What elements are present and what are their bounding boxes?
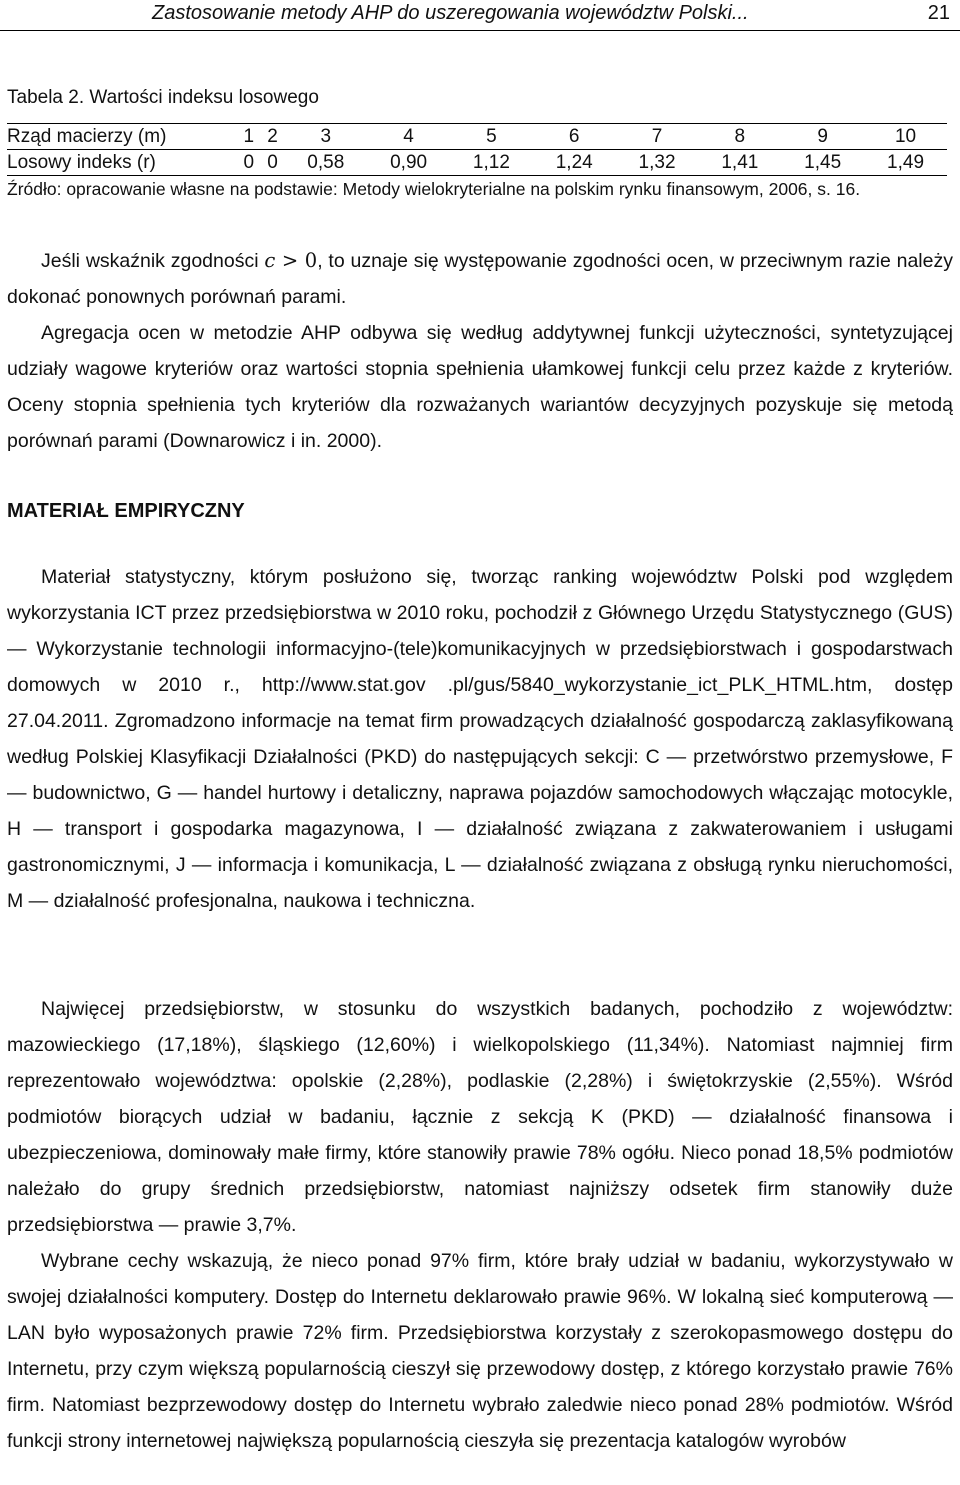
consistency-operator: > bbox=[275, 249, 305, 272]
material-text-2: Najwięcej przedsiębiorstw, w stosunku do wszystkich badanych, pochodziło z województw: mazowieckiego (17,18%), śląskiego (12,60%) i wielkopolskiego (11,34%). Natomiast najmniej firm reprezentowało województwa: opolskie (2,28%), podlaskie (2,28%) i świętokrzyskie (2,55%). Wśród podmiotów biorących udział w badaniu, łącznie z sekcją K (PKD) — działalność finansowa i ubezpieczeniowa, dominowały małe firmy, które stanowiły prawie 78% ogółu. Nieco ponad 18,5% podmiotów należało do grupy średnich przedsiębiorstw, natomiast najniższy odsetek firm stanowiły duże przedsiębiorstwa — prawie 3,7%. bbox=[7, 998, 953, 1236]
consistency-text-after: , to uznaje się występowanie zgodności ocen, w przeciwnym razie należy dokonać ponownych porównań parami. bbox=[7, 250, 953, 308]
table-cell: 9 bbox=[817, 126, 828, 147]
material-text-1: Materiał statystyczny, którym posłużono się, tworząc ranking województw Polski pod względem wykorzystania ICT przez przedsiębiorstwa w 2010 roku, pochodził z Głównego Urzędu Statystycznego (GUS) — Wykorzystanie technologii informacyjno-(tele)komunikacyjnych w przedsiębiorstwach i gospodarstwach domowych w 2010 r., http://www.stat.gov .pl/gus/5840_wykorzystanie_ict_PLK_HTML.htm, dostęp 27.04.2011. Zgromadzono informacje na temat firm prowadzących działalność gospodarczą zaklasyfikowaną według Polskiej Klasyfikacji Działalności (PKD) do następujących sekcji: C — przetwórstwo przemysłowe, F — budownictwo, G — handel hurtowy i detaliczny, naprawa pojazdów samochodowych włączając motocykle, H — transport i gospodarka magazynowa, I — działalność związana z zakwaterowaniem i usługami gastronomicznymi, J — informacja i komunikacja, L — działalność związana z obsługą rynku nieruchomości, M — działalność profesjonalna, naukowa i techniczna. bbox=[7, 566, 953, 912]
table-body bbox=[7, 124, 947, 176]
aggregation-text: Agregacja ocen w metodzie AHP odbywa się według addytywnej funkcji użyteczności, syntetyzującej udziały wagowe kryteriów oraz wartości stopnia spełnienia ułamkowej funkcji celu przez każde z kryteriów. Oceny stopnia spełnienia tych kryteriów dla rozważanych wariantów decyzyjnych pozyskuje się metodą porównań parami (Downarowicz i in. 2000). bbox=[7, 322, 953, 452]
table-row bbox=[7, 124, 947, 150]
consistency-variable: c bbox=[264, 249, 276, 272]
consistency-threshold: 0 bbox=[304, 249, 318, 272]
row-label: Rząd macierzy (m) bbox=[7, 126, 167, 147]
material-paragraph-3 bbox=[7, 1243, 953, 1459]
table-cell: 1,12 bbox=[450, 150, 533, 176]
material-paragraph-2 bbox=[7, 991, 953, 1243]
table-cell: 1,49 bbox=[864, 150, 947, 176]
table-cell: 1,41 bbox=[698, 150, 781, 176]
table-cell: 1 bbox=[243, 126, 255, 147]
material-text-3: Wybrane cechy wskazują, że nieco ponad 97% firm, które brały udział w badaniu, wykorzystywało w swojej działalności komputery. Dostęp do Internetu deklarowało prawie 96%. W lokalną sieć komputerową — LAN było wyposażonych prawie 72% firm. Przedsiębiorstwa korzystały z szerokopasmowego dostępu do Internetu, przy czym większą popularnością cieszył się przewodowy dostęp, z którego korzystało prawie 76% firm. Natomiast bezprzewodowy dostęp do Internetu wybrało zaledwie nieco ponad 28% podmiotów. Wśród funkcji strony internetowej największą popularnością cieszyła się prezentacja katalogów wyrobów bbox=[7, 1250, 953, 1452]
page-number: 21 bbox=[927, 2, 950, 24]
row-label: Losowy indeks (r) bbox=[7, 150, 237, 176]
table-caption: Tabela 2. Wartości indeksu losowego bbox=[7, 87, 319, 108]
section-heading: MATERIAŁ EMPIRYCZNY bbox=[7, 500, 245, 522]
table-cell: 10 bbox=[894, 126, 917, 147]
table-source-note: Źródło: opracowanie własne na podstawie: Metody wielokryterialne na polskim rynku finansowym, 2006, s. 16. bbox=[7, 179, 861, 199]
table-cell: 0 bbox=[261, 150, 285, 176]
table-cell: 1,32 bbox=[616, 150, 699, 176]
table-cell: 3 bbox=[320, 126, 332, 147]
table-cell: 4 bbox=[403, 126, 414, 147]
consistency-paragraph bbox=[7, 243, 953, 315]
table-cell: 0,58 bbox=[284, 150, 367, 176]
running-title: Zastosowanie metody AHP do uszeregowania województw Polski... bbox=[152, 2, 749, 24]
table-cell: 2 bbox=[267, 126, 278, 147]
random-index-table bbox=[7, 123, 947, 176]
table-row bbox=[7, 150, 947, 176]
table-cell: 1,45 bbox=[781, 150, 864, 176]
table-cell: 1,24 bbox=[533, 150, 616, 176]
table-cell: 8 bbox=[734, 126, 746, 147]
aggregation-paragraph bbox=[7, 315, 953, 459]
table-cell: 7 bbox=[651, 126, 663, 147]
table-cell: 5 bbox=[486, 126, 497, 147]
running-header bbox=[0, 0, 960, 31]
consistency-text-before: Jeśli wskaźnik zgodności bbox=[41, 250, 265, 272]
table-cell: 6 bbox=[568, 126, 580, 147]
table-cell: 0 bbox=[237, 150, 261, 176]
material-paragraph-1 bbox=[7, 559, 953, 919]
table-cell: 0,90 bbox=[367, 150, 450, 176]
